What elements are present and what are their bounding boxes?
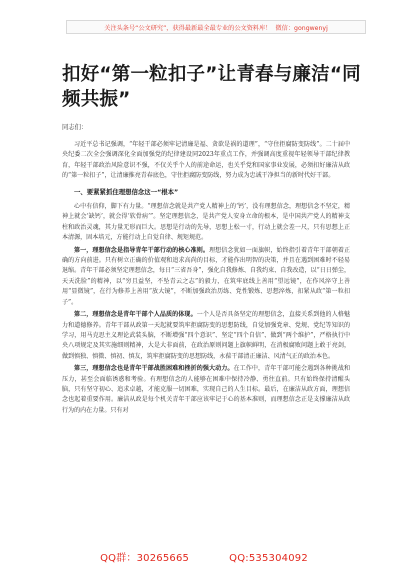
body-paragraph: 心中有信仰，脚下有力量。“理想信念就是共产党人精神上的‘钙’，没有理想信念，理想信念不坚定，精神上就会‘缺钙’，就会得‘软骨病’”。坚定理想信念，是共产党人安身立命的根本，是中国共产党人的精神支柱和政治灵魂，其力量无形而巨大。思想是行动的先导，思想上松一寸，行动上就会差一尺，只有思想上正本清源，固本培元，方能行动上自觉自律、规矩规范。 <box>62 203 350 242</box>
body-paragraph <box>62 364 350 416</box>
banner-wechat: 微信：gongwenyj <box>275 24 328 32</box>
greeting: 同志们： <box>62 124 88 131</box>
footer-qq-group: QQ群：30265665 <box>100 553 190 564</box>
banner-text: 关注头条号“公文研究”，获得最新最全最专业的公文资料库！ <box>104 24 272 32</box>
paragraph-lead: 第三，理想信念也是青年干部战胜困难和挫折的强大动力。 <box>74 365 234 373</box>
paragraph-lead: 第二，理想信念是青年干部个人品质的体现。 <box>74 311 197 319</box>
paragraph-text: 理想信念犹如一面旗帜，始终指引着青年干部朝着正确的方向前进。只有树立正确的价值观和追求高尚的目标，才能作出明智的决策，并且在遇到困难时不轻易退缩。青年干部必须坚定理想信念，每日“三省吾身”，强化自我修炼、自我约束、自我改造，以“日日弹尘，天天洗脸”的精神，以“穷且益坚，不坠青云之志”的毅力，在筑牢底线上善用“望远镜”，在作风淬守上善用“显微镜”，在行为修养上善用“放大镜”，不断加强政治历练、党性锻炼、思想淬炼，扣紧从政“第一粒扣子”。 <box>62 246 351 306</box>
paragraph-text: 一个人是否具备坚定的理想信念，直接关系到他的人格魅力和道德修养。青年干部从政第一天起就要筑牢拒腐防变的思想防线，自觉加强党章、党规、党纪等知识的学习，用马克思主义理论武装头脑，不断增强“四个意识”、坚定“四个自信”、做到“两个维护”，严格执行中央八项规定及其实施细则精神，大是大非面前，在政治原则问题上旗帜鲜明，在消极腐败问题上敢于亮剑，做到慎独、慎微、慎初、慎友，筑牢拒腐防变的思想防线，永葆干部清正廉洁、风清气正的政治本色。 <box>62 311 351 360</box>
paragraph-lead: 第一，理想信念是指导青年干部行动的核心准则。 <box>74 246 209 254</box>
promo-banner <box>66 20 366 34</box>
body-paragraph <box>62 246 350 308</box>
intro-paragraph: 习近平总书记强调，“年轻干部必须牢记清廉是福、贪欲是祸的道理”，“守住拒腐防变防线”。二十届中央纪委二次全会强调深化全面加强党的纪律建设同2023年重点工作，并强调高度重视年轻领导干部纪律教育，年轻干部政治风险意识不强，不仅关乎个人的前途命运，也关乎党和国家事业发展，必须扣好廉洁从政的“第一粒扣子”，让清廉推亮青春底色，守住拒腐防变防线，努力成为忠诚干净担当的新时代好干部。 <box>62 141 350 180</box>
footer-qq: QQ:535304092 <box>229 553 308 564</box>
paragraph-text: 在工作中，青年干部可能会遇到各种挑战和压力，甚至会面临诱惑和考验。有理想信念的人能够在困难中保持冷静、勇往直前。只有始终保持清醒头脑，只有坚守初心、追求卓越，才能克服一切困难，实现自己的人生目标。最后，在廉洁从政方面，理想信念也起着重要作用。廉洁从政是每个机关青年干部应该牢记于心的基本准则，而理想信念正是支撑廉洁从政行为的内在力量。只有对 <box>62 365 350 414</box>
document-body <box>62 140 350 418</box>
page-footer <box>0 549 408 564</box>
document-title: 扣好“第一粒扣子”让青春与廉洁“同频共振” <box>62 64 361 110</box>
body-paragraph <box>62 310 350 362</box>
section-heading: 一、要紧紧抓住理想信念这一“根本” <box>74 187 179 196</box>
